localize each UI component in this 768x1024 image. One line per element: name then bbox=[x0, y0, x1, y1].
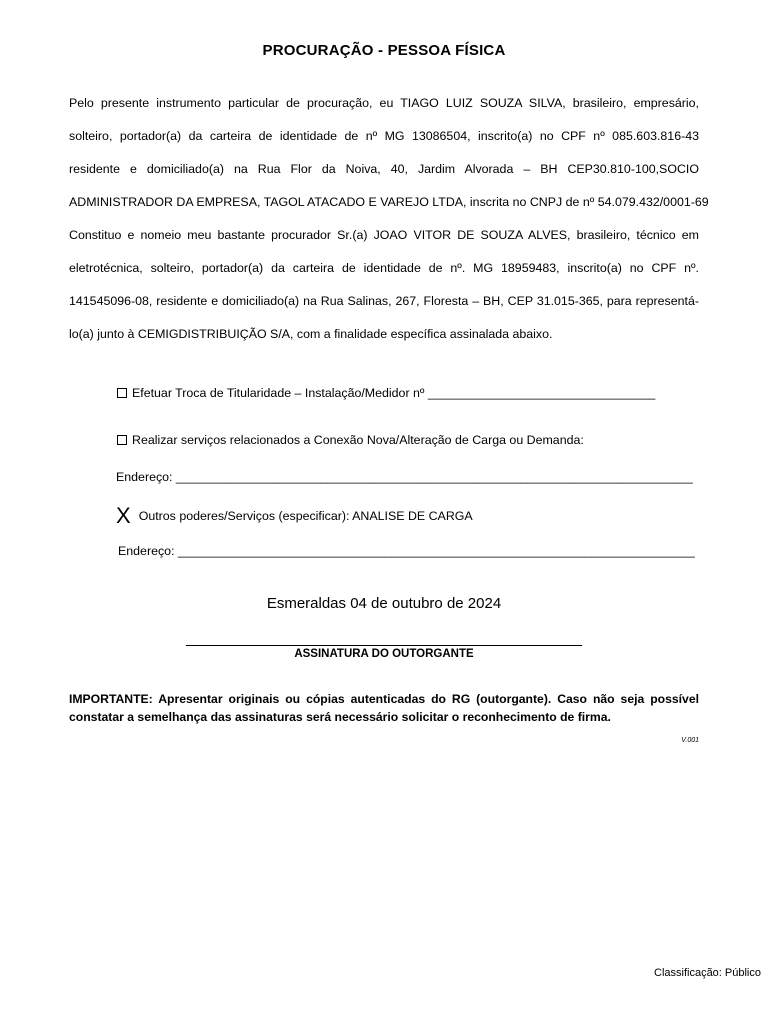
important-line: constatar a semelhança das assinaturas será necessário solicitar o reconhecimento de firma. bbox=[69, 710, 611, 724]
address-line-2: Endereço: ___________________________________________________________________________ bbox=[118, 544, 695, 558]
date-line: Esmeraldas 04 de outubro de 2024 bbox=[266, 595, 502, 612]
address-line-1: Endereço: ___________________________________________________________________________ bbox=[116, 470, 693, 484]
option-other-powers bbox=[116, 503, 473, 529]
paragraph-line: solteiro, portador(a) da carteira de identidade de nº MG 13086504, inscrito(a) no CPF nº 085.603.816-43 bbox=[69, 129, 699, 143]
important-line: IMPORTANTE: Apresentar originais ou cópias autenticadas do RG (outorgante). Caso não seja possível bbox=[69, 692, 699, 706]
option-label: Efetuar Troca de Titularidade – Instalação/Medidor nº _________________________________ bbox=[132, 386, 656, 400]
option-new-connection bbox=[117, 433, 584, 447]
classification-label: Classificação: Público bbox=[654, 967, 761, 979]
signature-label: ASSINATURA DO OUTORGANTE bbox=[294, 648, 474, 660]
checkbox-icon[interactable] bbox=[117, 435, 127, 445]
document-title: PROCURAÇÃO - PESSOA FÍSICA bbox=[262, 42, 506, 59]
paragraph-line: Constituo e nomeio meu bastante procurador Sr.(a) JOAO VITOR DE SOUZA ALVES, brasileiro, técnico em bbox=[69, 228, 699, 242]
paragraph-line: eletrotécnica, solteiro, portador(a) da carteira de identidade de nº. MG 18959483, inscrito(a) no CPF nº. bbox=[69, 261, 699, 275]
paragraph-line: residente e domiciliado(a) na Rua Flor da Noiva, 40, Jardim Alvorada – BH CEP30.810-100,SOCIO bbox=[69, 162, 699, 176]
option-label: Realizar serviços relacionados a Conexão Nova/Alteração de Carga ou Demanda: bbox=[132, 433, 584, 447]
x-mark-icon: X bbox=[116, 503, 131, 528]
body-paragraph bbox=[69, 87, 709, 351]
paragraph-line: ADMINISTRADOR DA EMPRESA, TAGOL ATACADO E VAREJO LTDA, inscrita no CNPJ de nº 54.079.432/0001-69 bbox=[69, 195, 709, 209]
option-label: Outros poderes/Serviços (especificar): ANALISE DE CARGA bbox=[138, 509, 473, 523]
paragraph-line: Pelo presente instrumento particular de procuração, eu TIAGO LUIZ SOUZA SILVA, brasileiro, empresário, bbox=[69, 96, 699, 110]
option-ownership-transfer bbox=[117, 386, 655, 400]
paragraph-line: 141545096-08, residente e domiciliado(a) na Rua Salinas, 267, Floresta – BH, CEP 31.015-365, para representá- bbox=[69, 294, 699, 308]
signature-line bbox=[186, 645, 582, 646]
paragraph-line: lo(a) junto à CEMIGDISTRIBUIÇÃO S/A, com a finalidade específica assinalada abaixo. bbox=[69, 327, 553, 341]
version-label: V.001 bbox=[681, 737, 699, 744]
checkbox-icon[interactable] bbox=[117, 388, 127, 398]
important-note bbox=[69, 690, 699, 726]
